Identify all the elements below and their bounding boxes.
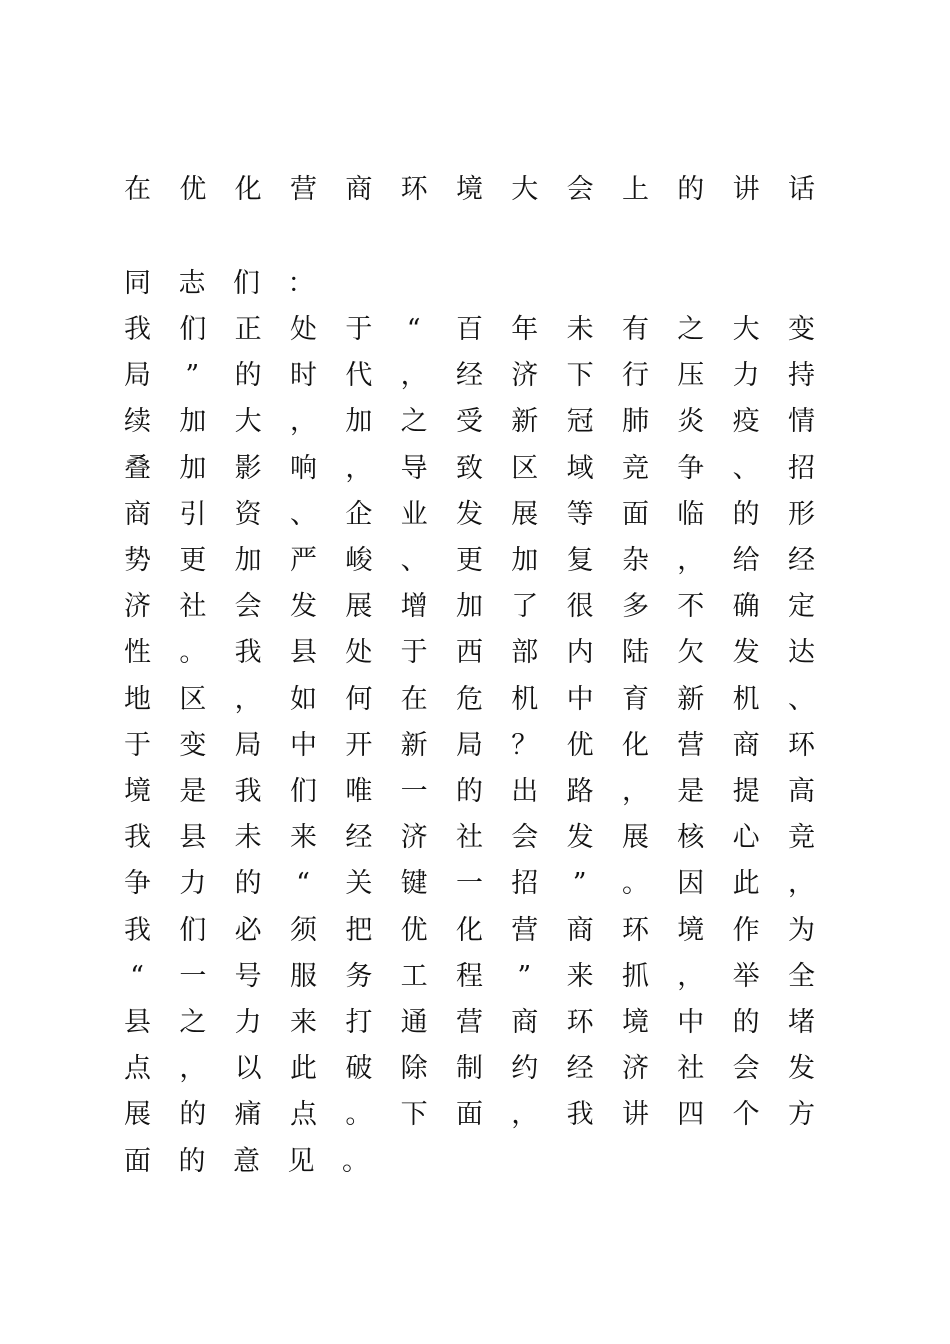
text-glyph: 点 — [289, 1099, 317, 1131]
body-line — [124, 1047, 814, 1091]
text-glyph: 未 — [566, 314, 594, 345]
text-glyph: “ — [296, 868, 310, 900]
text-glyph: 引 — [179, 498, 207, 530]
text-glyph: 济 — [124, 591, 151, 623]
text-glyph: 志 — [178, 268, 206, 299]
text-glyph: 们 — [233, 268, 260, 299]
text-glyph: 化 — [234, 174, 262, 205]
text-glyph: 境 — [677, 914, 705, 946]
text-glyph: 于 — [124, 729, 151, 761]
text-glyph: ， — [345, 452, 373, 484]
text-glyph: 竞 — [787, 822, 815, 854]
text-glyph: 经 — [455, 360, 483, 392]
text-glyph: 如 — [289, 683, 317, 715]
text-glyph: 路 — [566, 776, 594, 807]
text-glyph: 变 — [179, 729, 207, 761]
text-glyph: 发 — [566, 822, 594, 854]
text-glyph: 中 — [677, 1007, 705, 1038]
body-line — [124, 724, 814, 768]
text-glyph: 的 — [178, 1145, 206, 1177]
text-glyph: 高 — [787, 776, 815, 807]
text-glyph: 行 — [621, 360, 649, 392]
text-glyph: 是 — [677, 776, 705, 807]
text-glyph: 业 — [400, 498, 428, 530]
text-glyph: 了 — [511, 591, 539, 623]
text-glyph: 性 — [124, 637, 151, 669]
text-glyph: 招 — [787, 452, 815, 484]
text-glyph: 县 — [289, 637, 317, 669]
text-glyph: 新 — [400, 729, 428, 761]
body-line — [124, 678, 814, 722]
text-glyph: ： — [287, 268, 315, 299]
text-glyph: 。 — [179, 637, 207, 669]
text-glyph: 面 — [124, 1145, 151, 1177]
text-glyph: 一 — [455, 868, 483, 900]
text-glyph: 之 — [179, 1007, 207, 1038]
text-glyph: 、 — [400, 545, 428, 576]
text-glyph: 新 — [511, 406, 539, 438]
text-glyph: 键 — [400, 868, 428, 900]
text-glyph: 力 — [732, 360, 760, 392]
text-glyph: 讲 — [732, 174, 760, 205]
text-glyph: 增 — [400, 591, 428, 623]
text-glyph: 处 — [289, 314, 317, 345]
text-glyph: ， — [234, 683, 262, 715]
text-glyph: 商 — [124, 498, 151, 530]
text-glyph: 们 — [289, 776, 317, 807]
text-glyph: 受 — [455, 406, 483, 438]
text-glyph: 化 — [621, 729, 649, 761]
text-glyph: 育 — [621, 683, 649, 715]
text-glyph: 于 — [400, 637, 428, 669]
text-glyph: 形 — [787, 498, 815, 530]
text-glyph: 优 — [566, 729, 594, 761]
text-glyph: 来 — [289, 822, 317, 854]
text-glyph: “ — [406, 314, 421, 345]
text-glyph: ， — [677, 545, 705, 576]
text-glyph: 因 — [677, 868, 705, 900]
text-glyph: 中 — [289, 729, 317, 761]
text-glyph: 展 — [621, 822, 649, 854]
body-line — [124, 539, 814, 583]
text-glyph: ， — [511, 1099, 539, 1131]
text-glyph: 此 — [732, 868, 760, 900]
text-glyph: 正 — [234, 314, 262, 345]
text-glyph: 部 — [511, 637, 539, 669]
text-glyph: 们 — [179, 314, 207, 345]
text-glyph: 域 — [566, 452, 594, 484]
text-glyph: 来 — [566, 960, 594, 992]
text-glyph: 社 — [455, 822, 483, 854]
text-glyph: 达 — [787, 637, 815, 669]
text-glyph: 商 — [345, 174, 373, 205]
text-glyph: 处 — [345, 637, 373, 669]
text-glyph: 县 — [124, 1007, 151, 1038]
text-glyph: ” — [185, 360, 200, 392]
text-glyph: 响 — [289, 452, 317, 484]
text-glyph: 影 — [234, 452, 262, 484]
text-glyph: 抓 — [621, 960, 649, 992]
text-glyph: 临 — [677, 498, 705, 530]
body-line — [124, 585, 814, 629]
text-glyph: ， — [621, 776, 649, 807]
text-glyph: 有 — [621, 314, 649, 345]
text-glyph: 营 — [455, 1007, 483, 1038]
text-glyph: 。 — [621, 868, 649, 900]
text-glyph: 约 — [511, 1053, 539, 1085]
body-line — [124, 1001, 814, 1045]
text-glyph: 四 — [677, 1099, 705, 1131]
text-glyph: 确 — [732, 591, 760, 623]
text-glyph: 境 — [124, 776, 151, 807]
text-glyph: 举 — [732, 960, 760, 992]
text-glyph: 内 — [566, 637, 594, 669]
text-glyph: 等 — [566, 498, 594, 530]
text-glyph: ， — [289, 406, 317, 438]
text-glyph: 优 — [400, 914, 428, 946]
text-glyph: 招 — [511, 868, 539, 900]
text-glyph: 更 — [179, 545, 207, 576]
text-glyph: 加 — [345, 406, 373, 438]
text-glyph: 核 — [677, 822, 705, 854]
text-glyph: 多 — [621, 591, 649, 623]
body-line — [124, 631, 814, 675]
text-glyph: 堵 — [787, 1007, 815, 1038]
text-glyph: 下 — [566, 360, 594, 392]
text-glyph: 境 — [621, 1007, 649, 1038]
text-glyph: 西 — [455, 637, 483, 669]
text-glyph: 严 — [289, 545, 317, 576]
text-glyph: ， — [179, 1053, 207, 1085]
text-glyph: 加 — [179, 406, 207, 438]
text-glyph: 营 — [677, 729, 705, 761]
text-glyph: 致 — [455, 452, 483, 484]
text-glyph: 竞 — [621, 452, 649, 484]
text-glyph: 年 — [511, 314, 539, 345]
text-glyph: 炎 — [677, 406, 705, 438]
text-glyph: 企 — [345, 498, 373, 530]
text-glyph: 作 — [732, 914, 760, 946]
text-glyph: 的 — [455, 776, 483, 807]
body-line — [124, 770, 814, 814]
text-glyph: 时 — [289, 360, 317, 392]
text-glyph: 危 — [455, 683, 483, 715]
text-glyph: 地 — [124, 683, 151, 715]
text-glyph: 加 — [179, 452, 207, 484]
text-glyph: 来 — [289, 1007, 317, 1038]
text-glyph: 展 — [345, 591, 373, 623]
text-glyph: 我 — [234, 637, 262, 669]
text-glyph: 欠 — [677, 637, 705, 669]
text-glyph: 局 — [124, 360, 151, 392]
text-glyph: 环 — [400, 174, 428, 205]
text-glyph: 打 — [345, 1007, 373, 1038]
text-glyph: 必 — [234, 914, 262, 946]
text-glyph: 商 — [566, 914, 594, 946]
text-glyph: 须 — [289, 914, 317, 946]
text-glyph: 环 — [787, 729, 815, 761]
text-glyph: 商 — [511, 1007, 539, 1038]
text-glyph: 务 — [345, 960, 373, 992]
text-glyph: 是 — [179, 776, 207, 807]
salutation — [124, 262, 814, 306]
text-glyph: 争 — [677, 452, 705, 484]
text-glyph: 全 — [787, 960, 815, 992]
text-glyph: 化 — [455, 914, 483, 946]
text-glyph: 区 — [511, 452, 539, 484]
text-glyph: 同 — [124, 268, 151, 299]
text-glyph: 代 — [345, 360, 373, 392]
text-glyph: 新 — [677, 683, 705, 715]
text-glyph: 痛 — [234, 1099, 262, 1131]
body-line — [124, 400, 814, 444]
text-glyph: 意 — [233, 1145, 260, 1177]
text-glyph: 压 — [677, 360, 705, 392]
text-glyph: 方 — [787, 1099, 815, 1131]
text-glyph: 我 — [124, 314, 151, 345]
text-glyph: 何 — [345, 683, 373, 715]
text-glyph: 、 — [289, 498, 317, 530]
text-glyph: 经 — [787, 545, 815, 576]
text-glyph: 提 — [732, 776, 760, 807]
text-glyph: 面 — [621, 498, 649, 530]
text-glyph: 于 — [345, 314, 373, 345]
text-glyph: 以 — [234, 1053, 262, 1085]
body-line — [124, 1093, 814, 1137]
text-glyph: 开 — [345, 729, 373, 761]
text-glyph: 此 — [289, 1053, 317, 1085]
text-glyph: 加 — [511, 545, 539, 576]
text-glyph: 的 — [732, 1007, 760, 1038]
text-glyph: ” — [572, 868, 587, 900]
text-glyph: 社 — [677, 1053, 705, 1085]
text-glyph: 局 — [234, 729, 262, 761]
text-glyph: 的 — [677, 174, 705, 205]
text-glyph: ？ — [511, 729, 539, 761]
text-glyph: 会 — [732, 1053, 760, 1085]
text-glyph: 境 — [455, 174, 483, 205]
text-glyph: 复 — [566, 545, 594, 576]
text-glyph: 机 — [511, 683, 539, 715]
text-glyph: 我 — [566, 1099, 594, 1131]
text-glyph: 发 — [732, 637, 760, 669]
text-glyph: 局 — [455, 729, 483, 761]
text-glyph: 商 — [732, 729, 760, 761]
text-glyph: 陆 — [621, 637, 649, 669]
text-glyph: 关 — [345, 868, 373, 900]
text-glyph: 为 — [787, 914, 815, 946]
text-glyph: 营 — [289, 174, 317, 205]
text-glyph: 的 — [234, 360, 262, 392]
text-glyph: 大 — [732, 314, 760, 345]
body-line — [124, 354, 814, 398]
text-glyph: 县 — [179, 822, 207, 854]
text-glyph: 中 — [566, 683, 594, 715]
text-glyph: 大 — [234, 406, 262, 438]
text-glyph: 下 — [400, 1099, 428, 1131]
text-glyph: 、 — [732, 452, 760, 484]
text-glyph: 疫 — [732, 406, 760, 438]
body-line — [124, 1140, 814, 1184]
document-title — [124, 168, 814, 212]
text-glyph: 不 — [677, 591, 705, 623]
text-glyph: 冠 — [566, 406, 594, 438]
text-glyph: 争 — [124, 868, 151, 900]
text-glyph: 给 — [732, 545, 760, 576]
text-glyph: 续 — [124, 406, 151, 438]
text-glyph: “ — [130, 960, 144, 992]
text-glyph: 优 — [179, 174, 207, 205]
body-line — [124, 909, 814, 953]
text-glyph: 社 — [179, 591, 207, 623]
text-glyph: 导 — [400, 452, 428, 484]
text-glyph: 发 — [289, 591, 317, 623]
text-glyph: ， — [787, 868, 815, 900]
text-glyph: 叠 — [124, 452, 151, 484]
text-glyph: 会 — [566, 174, 594, 205]
text-glyph: 的 — [179, 1099, 207, 1131]
text-glyph: 个 — [732, 1099, 760, 1131]
text-glyph: 济 — [621, 1053, 649, 1085]
text-glyph: 服 — [289, 960, 317, 992]
text-glyph: 变 — [787, 314, 815, 345]
text-glyph: 制 — [455, 1053, 483, 1085]
text-glyph: 我 — [124, 914, 151, 946]
text-glyph: ， — [400, 360, 428, 392]
text-glyph: 一 — [400, 776, 428, 807]
text-glyph: 们 — [179, 914, 207, 946]
body-line — [124, 493, 814, 537]
text-glyph: 通 — [400, 1007, 428, 1038]
text-glyph: 唯 — [345, 776, 373, 807]
text-glyph: 见 — [287, 1145, 315, 1177]
text-glyph: 百 — [455, 314, 483, 345]
body-line — [124, 955, 814, 999]
body-line — [124, 308, 814, 352]
text-glyph: 更 — [455, 545, 483, 576]
text-glyph: 力 — [234, 1007, 262, 1038]
text-glyph: 环 — [621, 914, 649, 946]
text-glyph: 点 — [124, 1053, 151, 1085]
text-glyph: 号 — [234, 960, 262, 992]
text-glyph: 讲 — [621, 1099, 649, 1131]
text-glyph: ， — [677, 960, 705, 992]
text-glyph: 一 — [179, 960, 207, 992]
text-glyph: 心 — [732, 822, 760, 854]
text-glyph: 济 — [511, 360, 539, 392]
text-glyph: 肺 — [621, 406, 649, 438]
text-glyph: 会 — [234, 591, 262, 623]
text-glyph: 营 — [511, 914, 539, 946]
text-glyph: 之 — [400, 406, 428, 438]
text-glyph: 把 — [345, 914, 373, 946]
text-glyph: 破 — [345, 1053, 373, 1085]
text-glyph: 环 — [566, 1007, 594, 1038]
text-glyph: 。 — [345, 1099, 373, 1131]
text-glyph: 在 — [400, 683, 428, 715]
text-glyph: 面 — [455, 1099, 483, 1131]
text-glyph: 加 — [455, 591, 483, 623]
text-glyph: 除 — [400, 1053, 428, 1085]
text-glyph: 发 — [455, 498, 483, 530]
text-glyph: 大 — [511, 174, 539, 205]
text-glyph: 会 — [511, 822, 539, 854]
text-glyph: 出 — [511, 776, 539, 807]
text-glyph: 区 — [179, 683, 207, 715]
text-glyph: 经 — [566, 1053, 594, 1085]
text-glyph: 定 — [787, 591, 815, 623]
text-glyph: 经 — [345, 822, 373, 854]
text-glyph: 我 — [124, 822, 151, 854]
text-glyph: 持 — [787, 360, 815, 392]
text-glyph: 我 — [234, 776, 262, 807]
text-glyph: 杂 — [621, 545, 649, 576]
text-glyph: 在 — [124, 174, 151, 205]
text-glyph: 上 — [621, 174, 649, 205]
text-glyph: 很 — [566, 591, 594, 623]
text-glyph: 、 — [787, 683, 815, 715]
body-line — [124, 862, 814, 906]
text-glyph: 资 — [234, 498, 262, 530]
body-line — [124, 816, 814, 860]
text-glyph: 展 — [124, 1099, 151, 1131]
text-glyph: 济 — [400, 822, 428, 854]
text-glyph: 加 — [234, 545, 262, 576]
text-glyph: 之 — [677, 314, 705, 345]
text-glyph: 势 — [124, 545, 151, 576]
text-glyph: 情 — [787, 406, 815, 438]
text-glyph: 未 — [234, 822, 262, 854]
text-glyph: 的 — [732, 498, 760, 530]
text-glyph: 力 — [179, 868, 207, 900]
text-glyph: 话 — [787, 174, 815, 205]
text-glyph: 机 — [732, 683, 760, 715]
text-glyph: 峻 — [345, 545, 373, 576]
text-glyph: 。 — [342, 1145, 369, 1177]
text-glyph: 工 — [400, 960, 428, 992]
text-glyph: 程 — [455, 960, 483, 992]
text-glyph: 的 — [234, 868, 262, 900]
text-glyph: 展 — [511, 498, 539, 530]
body-line — [124, 447, 814, 491]
text-glyph: 发 — [787, 1053, 815, 1085]
text-glyph: ” — [517, 960, 532, 992]
